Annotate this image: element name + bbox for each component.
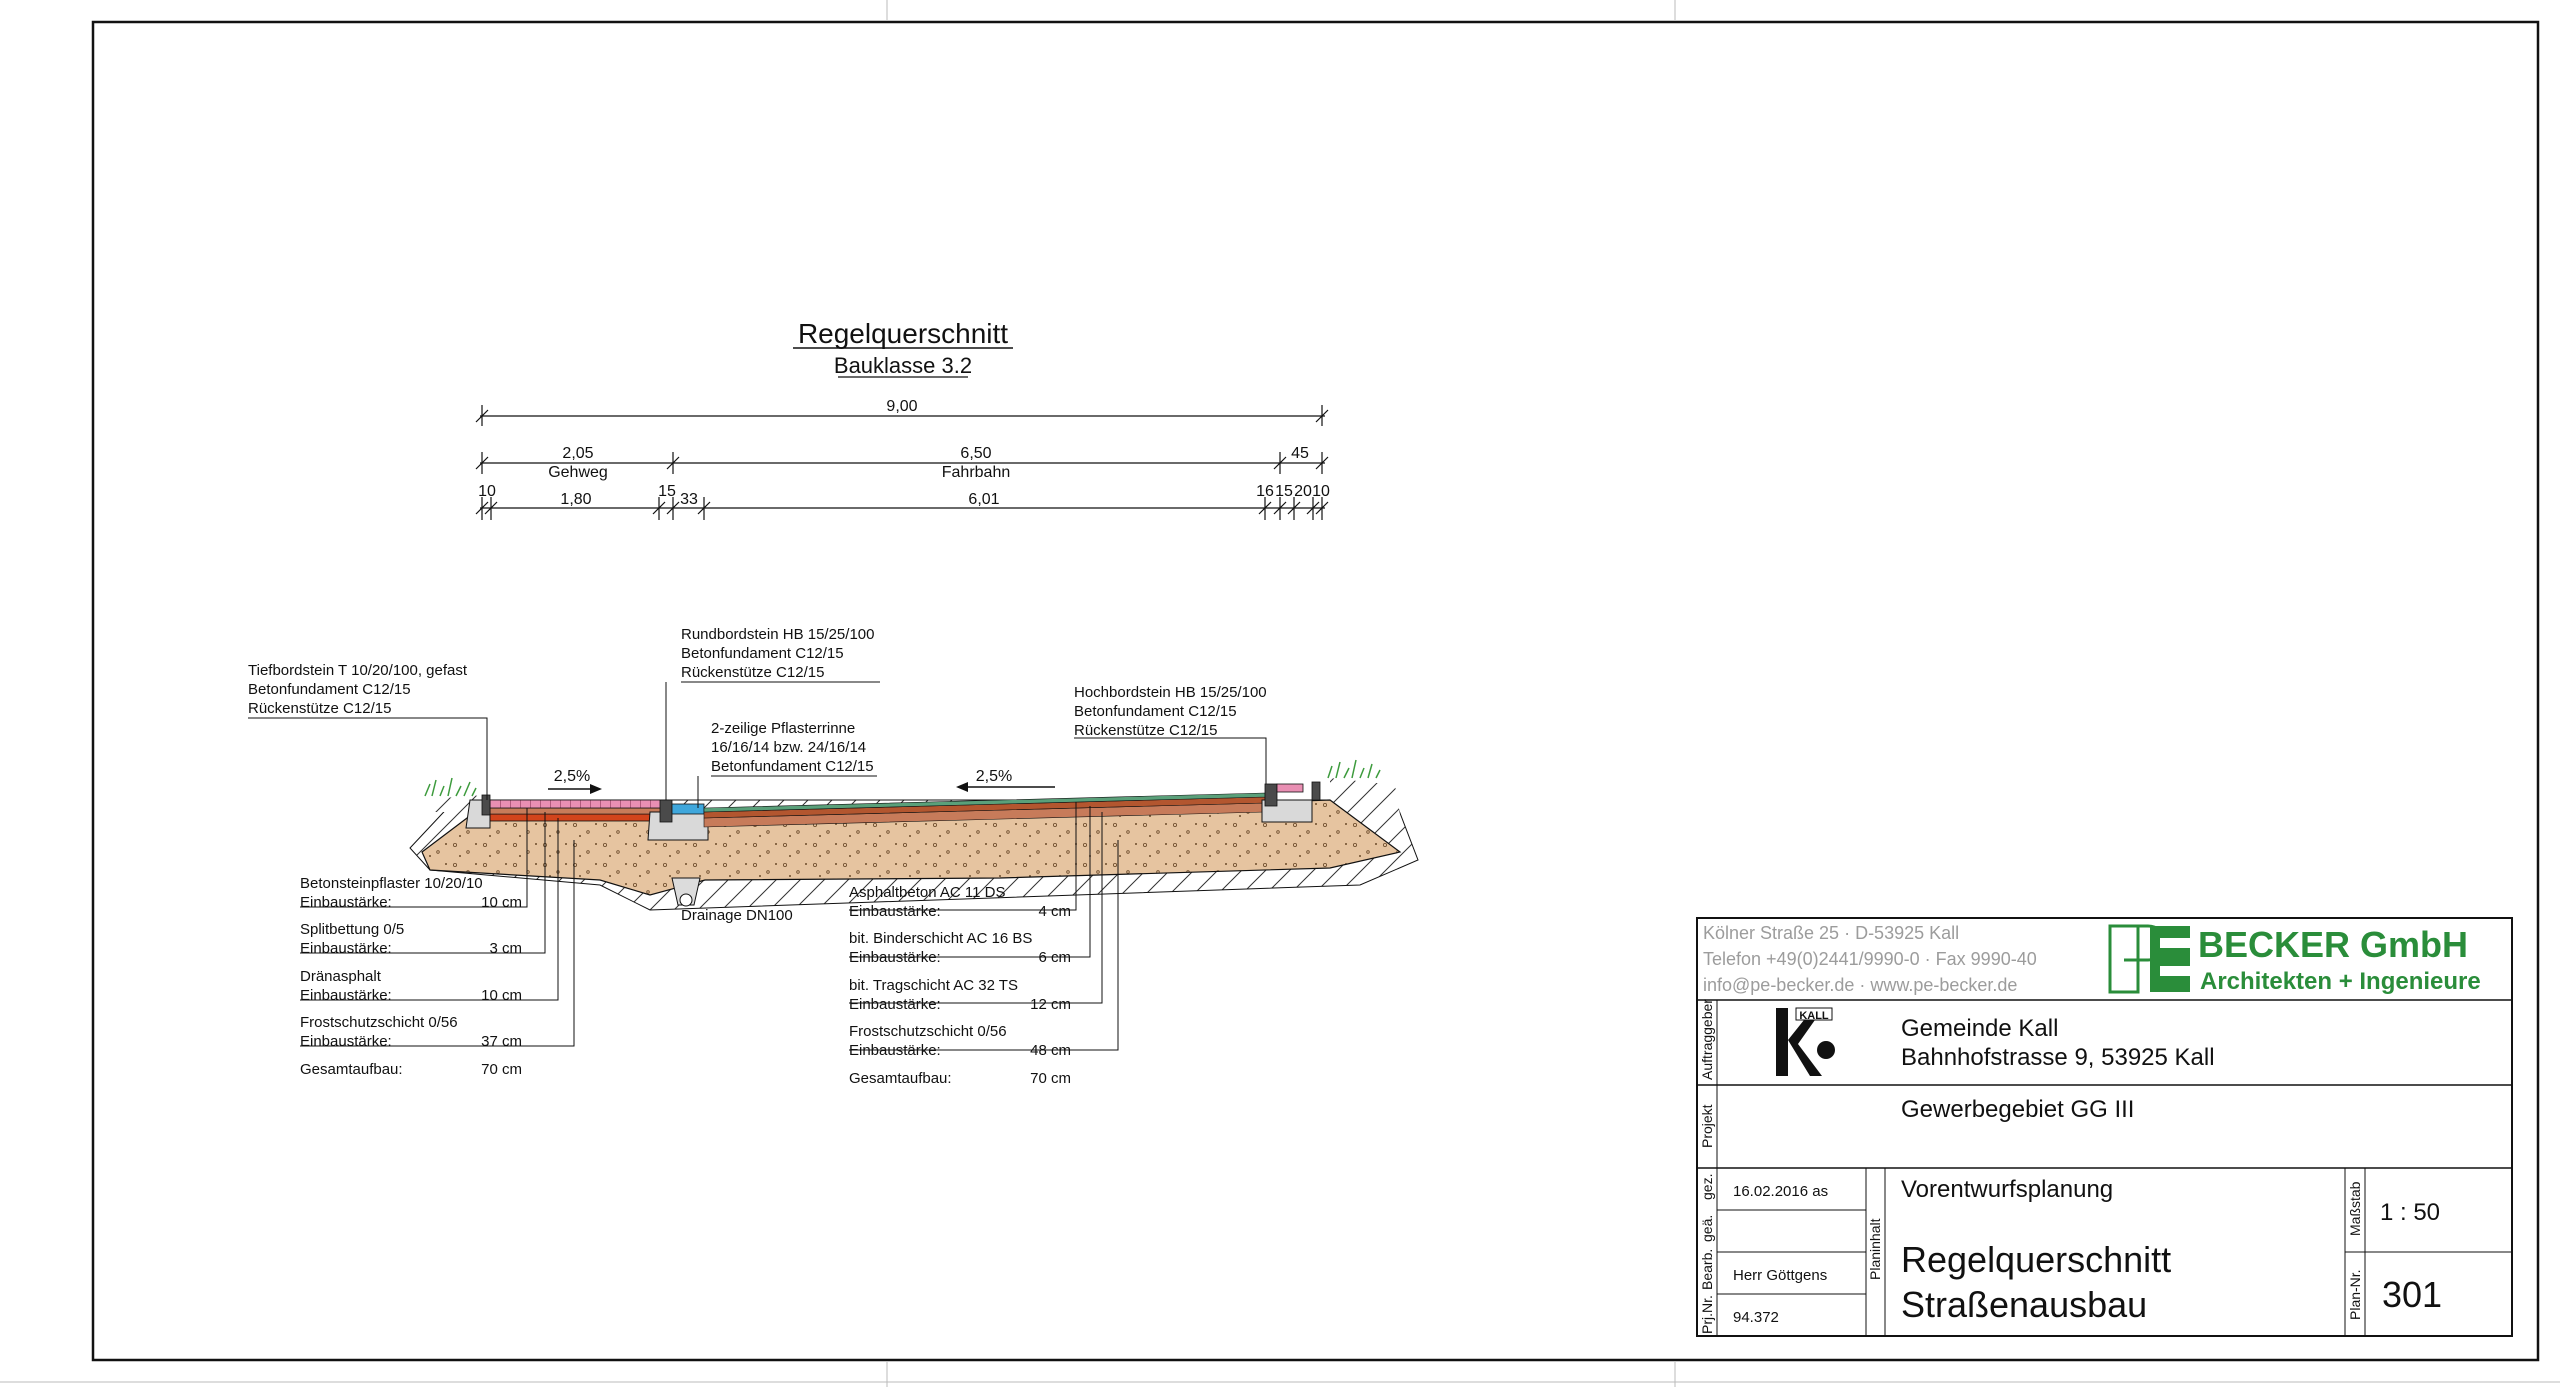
- plan-stage: Vorentwurfsplanung: [1901, 1176, 2114, 1203]
- svg-text:Frostschutzschicht 0/56: Frostschutzschicht 0/56: [849, 1023, 1007, 1040]
- svg-text:Gehweg: Gehweg: [548, 464, 608, 481]
- label-auftraggeber: Auftraggeber: [1699, 999, 1715, 1080]
- svg-text:Einbaustärke:: Einbaustärke:: [849, 1042, 941, 1059]
- svg-text:Hochbordstein HB 15/25/100: Hochbordstein HB 15/25/100: [1074, 684, 1267, 701]
- svg-text:15: 15: [1275, 483, 1293, 500]
- plan-title-line2: Straßenausbau: [1901, 1284, 2148, 1325]
- svg-text:Einbaustärke:: Einbaustärke:: [300, 894, 392, 911]
- svg-text:6,01: 6,01: [968, 491, 1000, 508]
- svg-text:Fahrbahn: Fahrbahn: [941, 464, 1011, 481]
- svg-text:Einbaustärke:: Einbaustärke:: [300, 1033, 392, 1050]
- svg-text:Betonfundament C12/15: Betonfundament C12/15: [1074, 703, 1237, 720]
- svg-text:bit. Tragschicht AC 32 TS: bit. Tragschicht AC 32 TS: [849, 977, 1018, 994]
- svg-text:2-zeilige Pflasterrinne: 2-zeilige Pflasterrinne: [711, 720, 856, 737]
- label-gepr: geä.: [1699, 1214, 1715, 1242]
- svg-text:Betonfundament C12/15: Betonfundament C12/15: [711, 758, 874, 775]
- svg-text:Betonsteinpflaster 10/20/10: Betonsteinpflaster 10/20/10: [300, 875, 483, 892]
- sidewalk-paving: [490, 800, 662, 808]
- svg-text:16/16/14 bzw. 24/16/14: 16/16/14 bzw. 24/16/14: [711, 739, 867, 756]
- callout-pflasterrinne: [711, 720, 874, 775]
- company-name: BECKER GmbH: [2198, 924, 2469, 965]
- svg-text:Einbaustärke:: Einbaustärke:: [300, 987, 392, 1004]
- svg-text:Betonfundament C12/15: Betonfundament C12/15: [248, 681, 411, 698]
- plan-title-line1: Regelquerschnitt: [1901, 1239, 2172, 1280]
- label-massstab: Maßstab: [2347, 1181, 2363, 1236]
- svg-text:12 cm: 12 cm: [1030, 996, 1071, 1013]
- layer-legend-left: [300, 875, 522, 1078]
- svg-text:Rückenstütze C12/15: Rückenstütze C12/15: [681, 664, 825, 681]
- svg-text:45: 45: [1291, 445, 1309, 462]
- company-phone: Telefon +49(0)2441/9990-0 · Fax 9990-40: [1703, 949, 2037, 969]
- slope-right: 2,5%: [975, 768, 1013, 785]
- svg-text:Rückenstütze C12/15: Rückenstütze C12/15: [1074, 722, 1218, 739]
- label-plannr: Plan-Nr.: [2347, 1269, 2363, 1320]
- layer-legend-right: [849, 884, 1071, 1087]
- svg-text:70 cm: 70 cm: [1030, 1070, 1071, 1087]
- svg-text:PE: PE: [2120, 990, 2122, 991]
- label-planinhalt: Planinhalt: [1867, 1218, 1883, 1280]
- svg-text:48 cm: 48 cm: [1030, 1042, 1071, 1059]
- client-address: Bahnhofstrasse 9, 53925 Kall: [1901, 1044, 2215, 1071]
- svg-text:4 cm: 4 cm: [1038, 903, 1071, 920]
- svg-text:10 cm: 10 cm: [481, 894, 522, 911]
- callout-rundbord: [681, 626, 874, 681]
- curb-rundbord: [660, 800, 672, 822]
- gez-value: 16.02.2016 as: [1733, 1183, 1829, 1200]
- dimension-labels: [478, 398, 1330, 508]
- svg-text:10 cm: 10 cm: [481, 987, 522, 1004]
- label-projekt: Projekt: [1699, 1104, 1715, 1148]
- svg-text:9,00: 9,00: [886, 398, 918, 415]
- svg-text:Gesamtaufbau:: Gesamtaufbau:: [300, 1061, 403, 1078]
- svg-text:Tiefbordstein T 10/20/100, gef: Tiefbordstein T 10/20/100, gefast: [248, 662, 468, 679]
- svg-text:15: 15: [658, 483, 676, 500]
- svg-text:Einbaustärke:: Einbaustärke:: [300, 940, 392, 957]
- label-bearb: Bearb.: [1699, 1248, 1715, 1290]
- drawing-subtitle: Bauklasse 3.2: [833, 353, 973, 378]
- svg-text:10: 10: [478, 483, 496, 500]
- pflasterrinne: [672, 804, 704, 814]
- svg-text:20: 20: [1294, 483, 1312, 500]
- project-name: Gewerbegebiet GG III: [1901, 1096, 2135, 1123]
- callout-hochbord: [1074, 684, 1267, 739]
- dimension-chains: [476, 405, 1328, 520]
- svg-text:33: 33: [680, 491, 698, 508]
- svg-text:Betonfundament C12/15: Betonfundament C12/15: [681, 645, 844, 662]
- svg-text:bit. Binderschicht AC 16 BS: bit. Binderschicht AC 16 BS: [849, 930, 1033, 947]
- company-subtitle: Architekten + Ingenieure: [2200, 968, 2481, 995]
- label-gez: gez.: [1699, 1173, 1715, 1200]
- callout-tiefbord: [248, 662, 468, 717]
- prjnr-value: 94.372: [1733, 1309, 1779, 1326]
- svg-text:6,50: 6,50: [960, 445, 992, 462]
- drawing-title: Regelquerschnitt: [797, 318, 1009, 349]
- svg-text:KALL: KALL: [1799, 1010, 1829, 1022]
- svg-text:Einbaustärke:: Einbaustärke:: [849, 996, 941, 1013]
- svg-text:Gesamtaufbau:: Gesamtaufbau:: [849, 1070, 952, 1087]
- svg-text:Rundbordstein HB 15/25/100: Rundbordstein HB 15/25/100: [681, 626, 875, 643]
- svg-text:Einbaustärke:: Einbaustärke:: [849, 903, 941, 920]
- svg-text:1,80: 1,80: [560, 491, 592, 508]
- curb-hochbord: [1265, 784, 1277, 806]
- scale-value: 1 : 50: [2379, 1199, 2441, 1226]
- svg-text:70 cm: 70 cm: [481, 1061, 522, 1078]
- drainage-pipe: [680, 894, 692, 906]
- company-web: info@pe-becker.de · www.pe-becker.de: [1703, 975, 2018, 995]
- svg-text:37 cm: 37 cm: [481, 1033, 522, 1050]
- plan-number: 301: [2381, 1274, 2443, 1315]
- grass-right: [1328, 760, 1380, 778]
- company-address: Kölner Straße 25 · D-53925 Kall: [1703, 923, 1960, 943]
- bearb-value: Herr Göttgens: [1733, 1267, 1828, 1284]
- curb-tiefbord: [482, 795, 490, 815]
- svg-text:Dränasphalt: Dränasphalt: [300, 968, 381, 985]
- callout-drainage: Drainage DN100: [681, 907, 793, 924]
- svg-text:Asphaltbeton AC 11 DS: Asphaltbeton AC 11 DS: [849, 884, 1006, 901]
- grass-left: [425, 778, 476, 796]
- svg-text:Splitbettung 0/5: Splitbettung 0/5: [300, 921, 405, 938]
- svg-text:16: 16: [1256, 483, 1274, 500]
- svg-text:3 cm: 3 cm: [489, 940, 522, 957]
- svg-text:10: 10: [1312, 483, 1330, 500]
- slope-left: 2,5%: [553, 768, 591, 785]
- client-name: Gemeinde Kall: [1901, 1015, 2059, 1042]
- svg-text:Einbaustärke:: Einbaustärke:: [849, 949, 941, 966]
- svg-text:6 cm: 6 cm: [1038, 949, 1071, 966]
- svg-text:2,05: 2,05: [562, 445, 594, 462]
- svg-text:Frostschutzschicht 0/56: Frostschutzschicht 0/56: [300, 1014, 458, 1031]
- label-prjnr: Prj.Nr.: [1699, 1295, 1715, 1334]
- svg-text:Rückenstütze C12/15: Rückenstütze C12/15: [248, 700, 392, 717]
